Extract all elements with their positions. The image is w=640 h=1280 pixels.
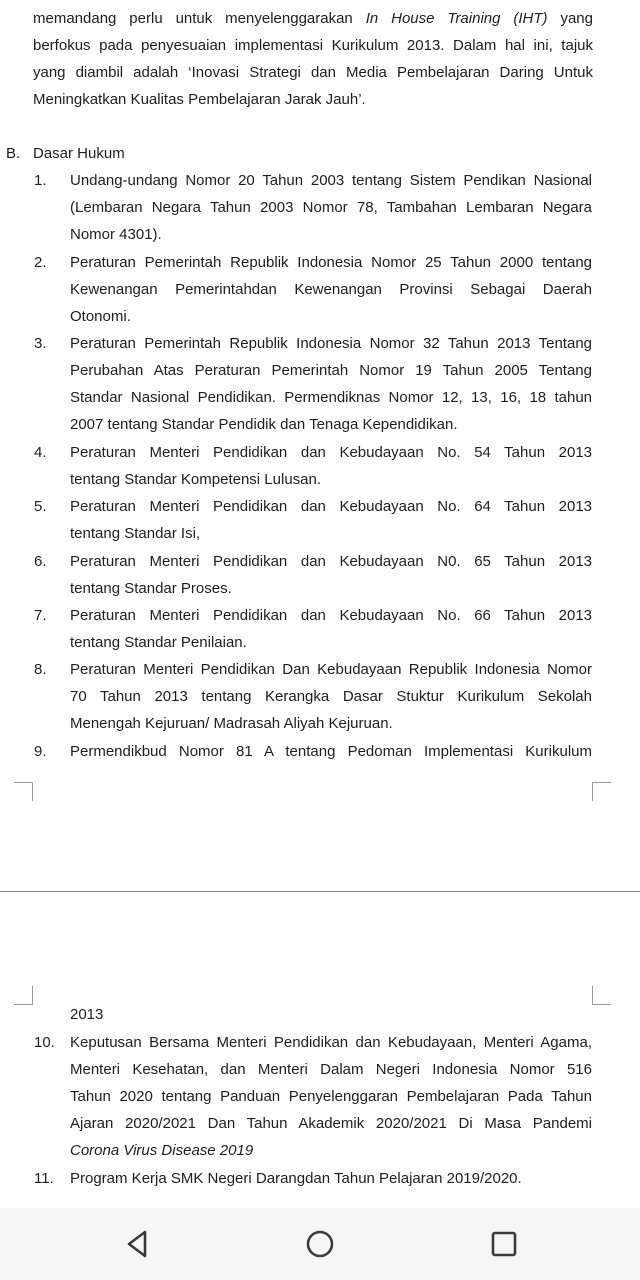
item-line: Peraturan Menteri Pendidikan dan Kebudayaan No. 66 Tahun 2013 bbox=[70, 607, 592, 624]
circle-home-icon bbox=[304, 1228, 336, 1260]
page-separator bbox=[0, 891, 640, 892]
item-line: Peraturan Menteri Pendidikan dan Kebudayaan No. 54 Tahun 2013 bbox=[70, 444, 592, 461]
item-number: 2. bbox=[34, 254, 47, 271]
item-line: Ajaran 2020/2021 Dan Tahun Akademik 2020/2021 Di Masa Pandemi bbox=[70, 1115, 592, 1132]
item-number: 5. bbox=[34, 498, 47, 515]
item-line: Tahun 2020 tentang Panduan Penyelenggaran Pembelajaran Pada Tahun bbox=[70, 1088, 592, 1105]
item-number: 9. bbox=[34, 743, 47, 760]
page-corner-mark bbox=[592, 986, 611, 1005]
item-line: 70 Tahun 2013 tentang Kerangka Dasar Stuktur Kurikulum Sekolah bbox=[70, 688, 592, 705]
item-line: Kewenangan Pemerintahdan Kewenangan Provinsi Sebagai Daerah bbox=[70, 281, 592, 298]
intro-paragraph bbox=[33, 5, 593, 113]
item-line: Menteri Kesehatan, dan Menteri Dalam Negeri Indonesia Nomor 516 bbox=[70, 1061, 592, 1078]
item-line: Undang-undang Nomor 20 Tahun 2003 tentang Sistem Pendikan Nasional bbox=[70, 172, 592, 189]
navigation-bar bbox=[0, 1208, 640, 1280]
triangle-back-icon bbox=[123, 1229, 151, 1259]
section-title: Dasar Hukum bbox=[33, 145, 125, 162]
item-line: Otonomi. bbox=[70, 308, 131, 325]
item-line: Peraturan Menteri Pendidikan Dan Kebudayaan Republik Indonesia Nomor bbox=[70, 661, 592, 678]
item-number: 6. bbox=[34, 553, 47, 570]
item-line: Permendikbud Nomor 81 A tentang Pedoman Implementasi Kurikulum bbox=[70, 743, 592, 760]
item-line: tentang Standar Penilaian. bbox=[70, 634, 247, 651]
intro-line: memandang perlu untuk menyelenggarakan In House Training (IHT) yang bbox=[33, 10, 593, 27]
item-line: Keputusan Bersama Menteri Pendidikan dan Kebudayaan, Menteri Agama, bbox=[70, 1034, 592, 1051]
item-line: Peraturan Pemerintah Republik Indonesia Nomor 32 Tahun 2013 Tentang bbox=[70, 335, 592, 352]
item-line: Standar Nasional Pendidikan. Permendiknas Nomor 12, 13, 16, 18 tahun bbox=[70, 389, 592, 406]
item-line: Nomor 4301). bbox=[70, 226, 162, 243]
back-button[interactable] bbox=[117, 1224, 157, 1264]
item-line: Corona Virus Disease 2019 bbox=[70, 1142, 254, 1159]
item-number: 1. bbox=[34, 172, 47, 189]
item-line: tentang Standar Isi, bbox=[70, 525, 201, 542]
item-line: Peraturan Menteri Pendidikan dan Kebudayaan N0. 65 Tahun 2013 bbox=[70, 553, 592, 570]
item-line: tentang Standar Proses. bbox=[70, 580, 232, 597]
home-button[interactable] bbox=[300, 1224, 340, 1264]
item-number: 8. bbox=[34, 661, 47, 678]
intro-line: Meningkatkan Kualitas Pembelajaran Jarak Jauh’. bbox=[33, 91, 366, 108]
item-number: 11. bbox=[34, 1170, 54, 1187]
item-line: Program Kerja SMK Negeri Darangdan Tahun Pelajaran 2019/2020. bbox=[70, 1170, 522, 1187]
page-corner-mark bbox=[14, 986, 33, 1005]
item-line: (Lembaran Negara Tahun 2003 Nomor 78, Tambahan Lembaran Negara bbox=[70, 199, 592, 216]
page-corner-mark bbox=[592, 782, 611, 801]
intro-line: yang diambil adalah ‘Inovasi Strategi dan Media Pembelajaran Daring Untuk bbox=[33, 64, 593, 81]
item-number: 4. bbox=[34, 444, 47, 461]
section-heading bbox=[6, 140, 125, 167]
item-line: tentang Standar Kompetensi Lulusan. bbox=[70, 471, 322, 488]
page-corner-mark bbox=[14, 782, 33, 801]
item-number: 7. bbox=[34, 607, 47, 624]
item-number: 3. bbox=[34, 335, 47, 352]
item-line: 2007 tentang Standar Pendidik dan Tenaga Kependidikan. bbox=[70, 416, 458, 433]
item-line: Menengah Kejuruan/ Madrasah Aliyah Kejuruan. bbox=[70, 715, 393, 732]
square-recents-icon bbox=[490, 1230, 518, 1258]
section-label: B. bbox=[6, 145, 21, 162]
item-line: Peraturan Menteri Pendidikan dan Kebudayaan No. 64 Tahun 2013 bbox=[70, 498, 592, 515]
item-number: 10. bbox=[34, 1034, 55, 1051]
item-line: 2013 bbox=[70, 1006, 104, 1023]
item-line: Peraturan Pemerintah Republik Indonesia Nomor 25 Tahun 2000 tentang bbox=[70, 254, 592, 271]
intro-line: berfokus pada penyesuaian implementasi Kurikulum 2013. Dalam hal ini, tajuk bbox=[33, 37, 593, 54]
recents-button[interactable] bbox=[484, 1224, 524, 1264]
item-line: Perubahan Atas Peraturan Pemerintah Nomor 19 Tahun 2005 Tentang bbox=[70, 362, 592, 379]
